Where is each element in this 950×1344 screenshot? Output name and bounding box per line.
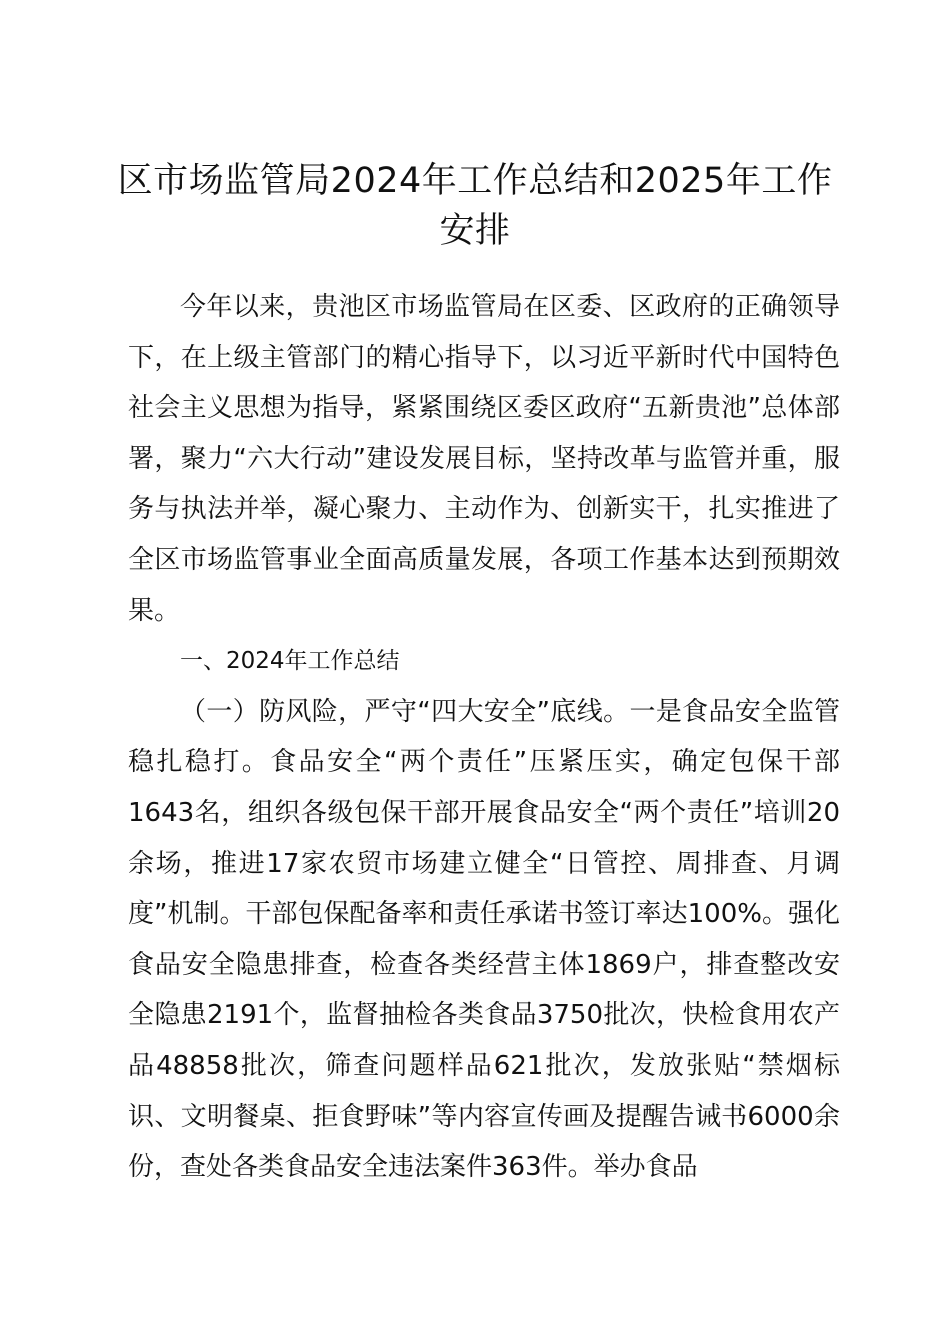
document-title: 区市场监管局2024年工作总结和2025年工作安排: [117, 161, 833, 251]
section-paragraph: （一）防风险，严守“四大安全”底线。一是食品安全监管稳扎稳打。食品安全“两个责任”压紧压实，确定包保干部1643名，组织各级包保干部开展食品安全“两个责任”培训20余场，推进17家农贸市场建立健全“日管控、周排查、月调度”机制。干部包保配备率和责任承诺书签订率达100%。强化食品安全隐患排查，检查各类经营主体1869户，排查整改安全隐患2191个，监督抽检各类食品3750批次，快检食用农产品48858批次，筛查问题样品621批次，发放张贴“禁烟标识、文明餐桌、拒食野味”等内容宣传画及提醒告诫书6000余份，查处各类食品安全违法案件363件。举办食品: [128, 696, 840, 1183]
section-heading: 一、2024年工作总结: [180, 648, 400, 675]
intro-paragraph: 今年以来，贵池区市场监管局在区委、区政府的正确领导下，在上级主管部门的精心指导下，以习近平新时代中国特色社会主义思想为指导，紧紧围绕区委区政府“五新贵池”总体部署，聚力“六大行动”建设发展目标，坚持改革与监管并重，服务与执法并举，凝心聚力、主动作为、创新实干，扎实推进了全区市场监管事业全面高质量发展，各项工作基本达到预期效果。: [128, 292, 840, 626]
document-body: [128, 282, 840, 1193]
